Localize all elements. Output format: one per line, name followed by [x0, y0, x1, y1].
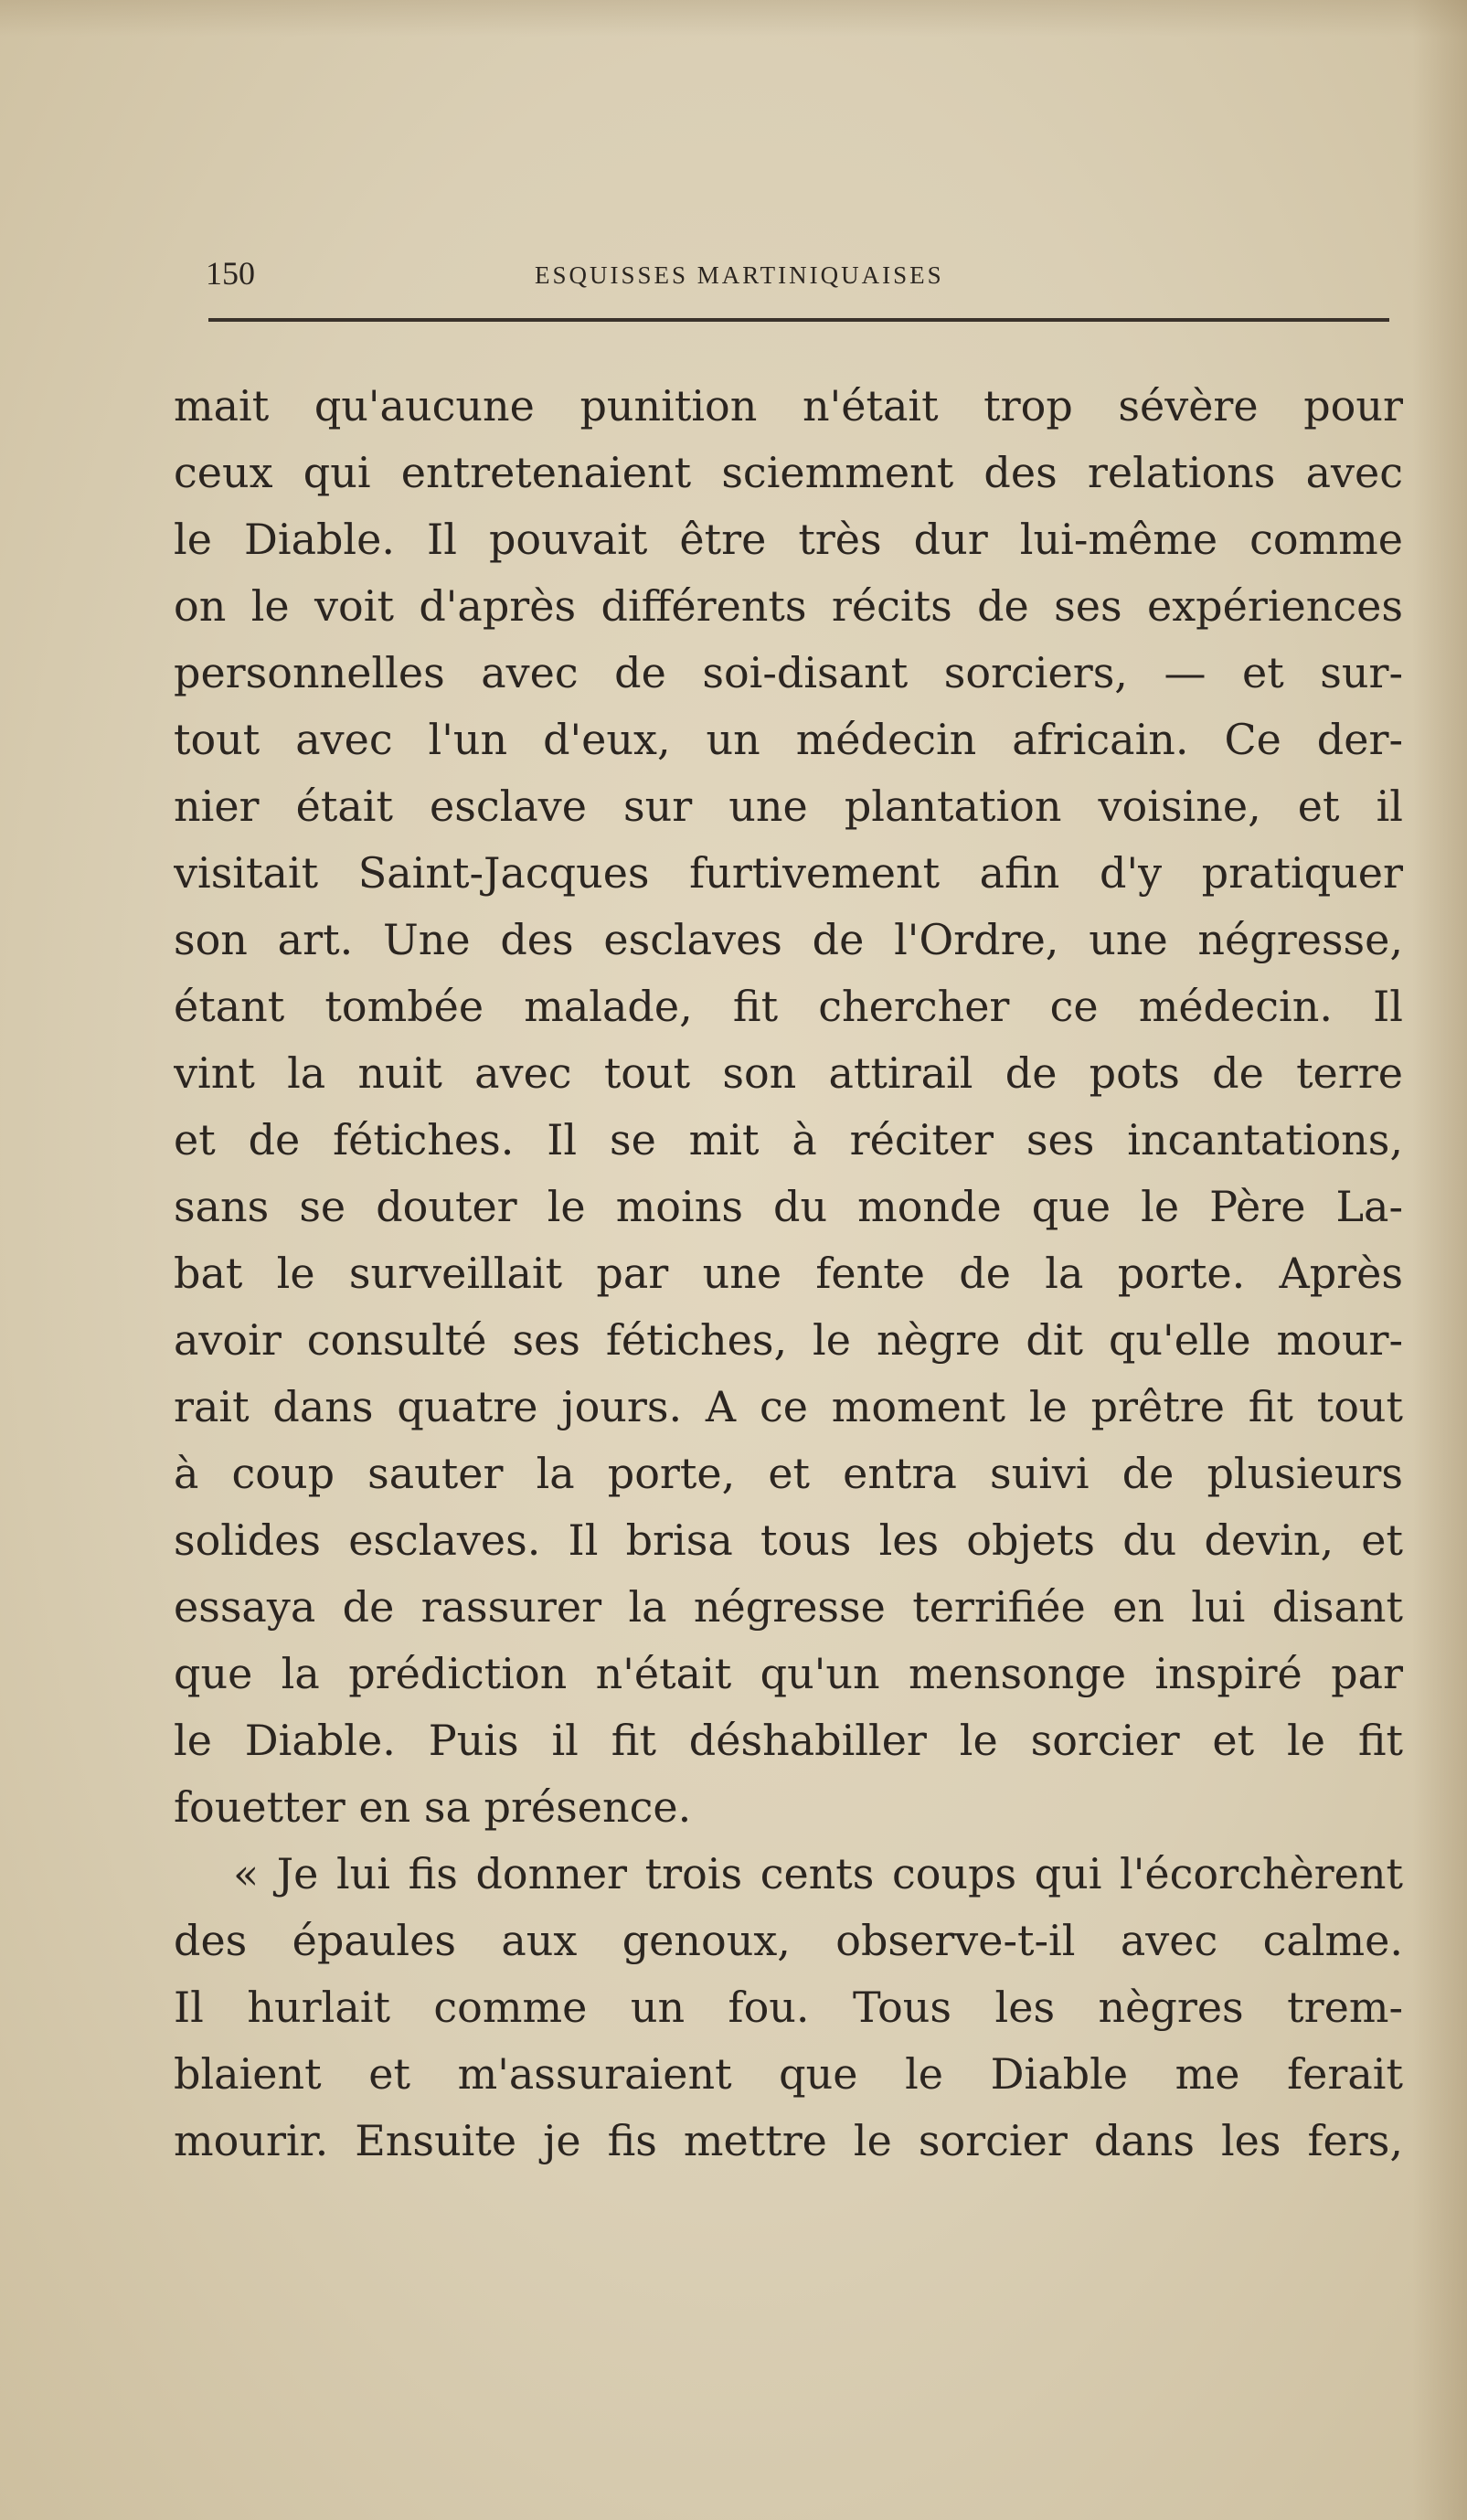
text-line: vint la nuit avec tout son attirail de pots de terre — [174, 1048, 1403, 1098]
text-line: mourir. Ensuite je fis mettre le sorcier dans les fers, — [174, 2116, 1403, 2165]
paragraph-end-line: fouetter en sa présence. — [174, 1782, 692, 1832]
text-line: personnelles avec de soi-disant sorciers, — et sur- — [174, 648, 1403, 697]
body-text — [174, 373, 1403, 2174]
text-line: des épaules aux genoux, observe-t-il avec calme. — [174, 1916, 1403, 1965]
text-line: mait qu'aucune punition n'était trop sévère pour — [174, 381, 1403, 431]
text-line: rait dans quatre jours. A ce moment le prêtre fit tout — [174, 1382, 1403, 1431]
page-top-shadow — [0, 0, 1467, 37]
page-number: 150 — [206, 255, 255, 292]
text-line: blaient et m'assuraient que le Diable me ferait — [174, 2049, 1403, 2099]
text-line: tout avec l'un d'eux, un médecin africain. Ce der- — [174, 715, 1403, 764]
text-line: et de fétiches. Il se mit à réciter ses incantations, — [174, 1115, 1403, 1164]
text-line: le Diable. Il pouvait être très dur lui-même comme — [174, 515, 1403, 564]
text-line: sans se douter le moins du monde que le Père La- — [174, 1182, 1403, 1231]
running-title: ESQUISSES MARTINIQUAISES — [535, 261, 944, 289]
running-head — [206, 254, 1389, 298]
text-line: à coup sauter la porte, et entra suivi de plusieurs — [174, 1449, 1403, 1498]
text-line: avoir consulté ses fétiches, le nègre dit qu'elle mour- — [174, 1315, 1403, 1365]
text-line: ceux qui entretenaient sciemment des relations avec — [174, 448, 1403, 497]
text-line: que la prédiction n'était qu'un mensonge inspiré par — [174, 1649, 1403, 1698]
text-line: solides esclaves. Il brisa tous les objets du devin, et — [174, 1515, 1403, 1565]
text-line: le Diable. Puis il fit déshabiller le sorcier et le fit — [174, 1716, 1403, 1765]
text-line: étant tombée malade, fit chercher ce médecin. Il — [174, 982, 1403, 1031]
header-rule — [208, 318, 1389, 322]
text-line: Il hurlait comme un fou. Tous les nègres trem- — [174, 1983, 1403, 2032]
text-line: son art. Une des esclaves de l'Ordre, une négresse, — [174, 915, 1403, 964]
paragraph-start-line: « Je lui fis donner trois cents coups qui l'écorchèrent — [233, 1849, 1403, 1898]
page-edge-shadow — [1412, 0, 1467, 2520]
text-line: on le voit d'après différents récits de ses expériences — [174, 581, 1403, 631]
text-line: bat le surveillait par une fente de la porte. Après — [174, 1249, 1403, 1298]
text-line: visitait Saint-Jacques furtivement afin d'y pratiquer — [174, 848, 1403, 898]
text-line: essaya de rassurer la négresse terrifiée en lui disant — [174, 1582, 1403, 1632]
text-line: nier était esclave sur une plantation voisine, et il — [174, 782, 1403, 831]
